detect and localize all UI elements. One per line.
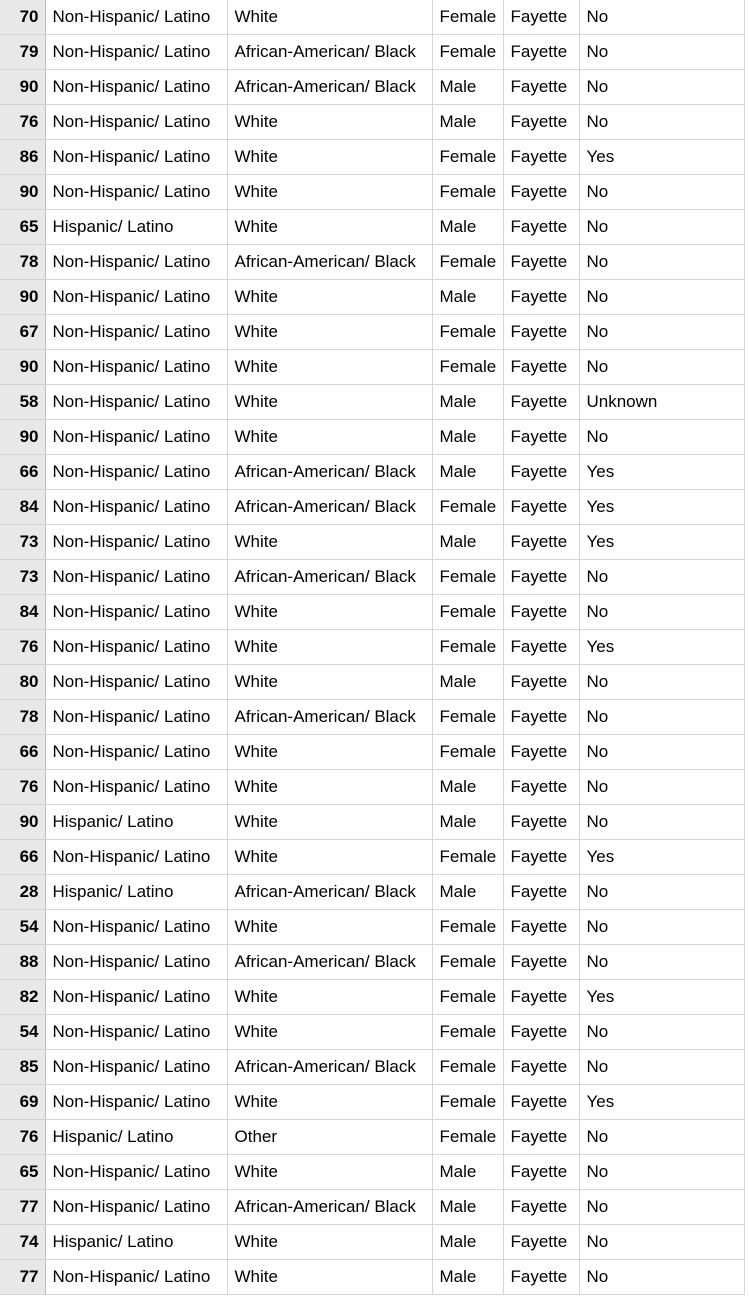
ethnicity-cell[interactable]: Non-Hispanic/ Latino [45,525,227,560]
ethnicity-cell[interactable]: Non-Hispanic/ Latino [45,770,227,805]
row-header[interactable]: 82 [0,980,45,1015]
flag-cell[interactable]: Yes [579,140,744,175]
ethnicity-cell[interactable]: Non-Hispanic/ Latino [45,840,227,875]
flag-cell[interactable]: No [579,175,744,210]
county-cell[interactable]: Fayette [503,0,579,35]
table-row [0,595,744,630]
race-cell[interactable]: White [227,735,432,770]
flag-cell[interactable]: No [579,245,744,280]
sex-cell[interactable]: Female [432,595,503,630]
race-cell[interactable]: African-American/ Black [227,245,432,280]
table-row [0,455,744,490]
table-row [0,560,744,595]
sex-cell[interactable]: Female [432,245,503,280]
row-header[interactable]: 90 [0,175,45,210]
ethnicity-cell[interactable]: Non-Hispanic/ Latino [45,70,227,105]
sex-cell[interactable]: Female [432,980,503,1015]
ethnicity-cell[interactable]: Non-Hispanic/ Latino [45,105,227,140]
flag-cell[interactable]: No [579,1050,744,1085]
race-cell[interactable]: White [227,630,432,665]
flag-cell[interactable]: No [579,350,744,385]
row-header[interactable]: 77 [0,1260,45,1295]
ethnicity-cell[interactable]: Non-Hispanic/ Latino [45,665,227,700]
race-cell[interactable]: Other [227,1120,432,1155]
flag-cell[interactable]: No [579,735,744,770]
sex-cell[interactable]: Male [432,770,503,805]
sex-cell[interactable]: Male [432,210,503,245]
ethnicity-cell[interactable]: Non-Hispanic/ Latino [45,560,227,595]
sex-cell[interactable]: Female [432,1085,503,1120]
row-header[interactable]: 90 [0,805,45,840]
sex-cell[interactable]: Female [432,175,503,210]
table-row [0,280,744,315]
flag-cell[interactable]: No [579,1015,744,1050]
county-cell[interactable]: Fayette [503,630,579,665]
ethnicity-cell[interactable]: Non-Hispanic/ Latino [45,1260,227,1295]
county-cell[interactable]: Fayette [503,385,579,420]
flag-cell[interactable]: Yes [579,840,744,875]
race-cell[interactable]: White [227,1155,432,1190]
county-cell[interactable]: Fayette [503,560,579,595]
ethnicity-cell[interactable]: Hispanic/ Latino [45,875,227,910]
table-row [0,805,744,840]
race-cell[interactable]: White [227,525,432,560]
table-row [0,980,744,1015]
sex-cell[interactable]: Female [432,35,503,70]
ethnicity-cell[interactable]: Non-Hispanic/ Latino [45,630,227,665]
ethnicity-cell[interactable]: Non-Hispanic/ Latino [45,735,227,770]
row-header[interactable]: 88 [0,945,45,980]
row-header[interactable]: 28 [0,875,45,910]
ethnicity-cell[interactable]: Hispanic/ Latino [45,1120,227,1155]
county-cell[interactable]: Fayette [503,455,579,490]
sex-cell[interactable]: Male [432,420,503,455]
county-cell[interactable]: Fayette [503,280,579,315]
ethnicity-cell[interactable]: Non-Hispanic/ Latino [45,490,227,525]
row-header[interactable]: 84 [0,490,45,525]
table-row [0,350,744,385]
row-header[interactable]: 76 [0,770,45,805]
county-cell[interactable]: Fayette [503,420,579,455]
ethnicity-cell[interactable]: Non-Hispanic/ Latino [45,420,227,455]
sex-cell[interactable]: Female [432,560,503,595]
race-cell[interactable]: White [227,420,432,455]
flag-cell[interactable]: No [579,70,744,105]
flag-cell[interactable]: No [579,0,744,35]
sex-cell[interactable]: Female [432,315,503,350]
race-cell[interactable]: White [227,595,432,630]
flag-cell[interactable]: No [579,280,744,315]
row-header[interactable]: 74 [0,1225,45,1260]
table-row [0,630,744,665]
sex-cell[interactable]: Female [432,1050,503,1085]
race-cell[interactable]: African-American/ Black [227,490,432,525]
row-header[interactable]: 76 [0,1120,45,1155]
sex-cell[interactable]: Male [432,875,503,910]
ethnicity-cell[interactable]: Non-Hispanic/ Latino [45,700,227,735]
sex-cell[interactable]: Male [432,1155,503,1190]
flag-cell[interactable]: No [579,420,744,455]
table-row [0,105,744,140]
ethnicity-cell[interactable]: Hispanic/ Latino [45,805,227,840]
row-header[interactable]: 65 [0,1155,45,1190]
table-row [0,385,744,420]
flag-cell[interactable]: No [579,1190,744,1225]
flag-cell[interactable]: No [579,700,744,735]
ethnicity-cell[interactable]: Non-Hispanic/ Latino [45,140,227,175]
sex-cell[interactable]: Female [432,910,503,945]
county-cell[interactable]: Fayette [503,1050,579,1085]
race-cell[interactable]: White [227,0,432,35]
flag-cell[interactable]: Yes [579,490,744,525]
row-header[interactable]: 90 [0,70,45,105]
sex-cell[interactable]: Female [432,490,503,525]
sex-cell[interactable]: Female [432,630,503,665]
sex-cell[interactable]: Male [432,280,503,315]
ethnicity-cell[interactable]: Non-Hispanic/ Latino [45,1190,227,1225]
flag-cell[interactable]: No [579,805,744,840]
flag-cell[interactable]: Yes [579,455,744,490]
flag-cell[interactable]: No [579,910,744,945]
sex-cell[interactable]: Female [432,700,503,735]
ethnicity-cell[interactable]: Non-Hispanic/ Latino [45,385,227,420]
flag-cell[interactable]: No [579,105,744,140]
race-cell[interactable]: White [227,210,432,245]
sex-cell[interactable]: Female [432,945,503,980]
county-cell[interactable]: Fayette [503,490,579,525]
sex-cell[interactable]: Male [432,385,503,420]
race-cell[interactable]: White [227,770,432,805]
table-row [0,735,744,770]
row-header[interactable]: 66 [0,735,45,770]
table-row [0,245,744,280]
county-cell[interactable]: Fayette [503,1085,579,1120]
sex-cell[interactable]: Male [432,805,503,840]
table-row [0,1155,744,1190]
table-row [0,1225,744,1260]
race-cell[interactable]: White [227,140,432,175]
flag-cell[interactable]: No [579,770,744,805]
row-header[interactable]: 85 [0,1050,45,1085]
race-cell[interactable]: White [227,1015,432,1050]
table-row [0,525,744,560]
flag-cell[interactable]: No [579,560,744,595]
row-header[interactable]: 78 [0,245,45,280]
county-cell[interactable]: Fayette [503,175,579,210]
ethnicity-cell[interactable]: Non-Hispanic/ Latino [45,1155,227,1190]
table-row [0,700,744,735]
county-cell[interactable]: Fayette [503,665,579,700]
flag-cell[interactable]: Yes [579,525,744,560]
flag-cell[interactable]: No [579,595,744,630]
table-row [0,1050,744,1085]
race-cell[interactable]: White [227,350,432,385]
county-cell[interactable]: Fayette [503,1015,579,1050]
flag-cell[interactable]: No [579,35,744,70]
ethnicity-cell[interactable]: Non-Hispanic/ Latino [45,1050,227,1085]
county-cell[interactable]: Fayette [503,35,579,70]
sex-cell[interactable]: Female [432,735,503,770]
sex-cell[interactable]: Male [432,105,503,140]
race-cell[interactable]: African-American/ Black [227,875,432,910]
row-header[interactable]: 73 [0,560,45,595]
table-row [0,35,744,70]
sex-cell[interactable]: Female [432,1120,503,1155]
flag-cell[interactable]: Yes [579,980,744,1015]
row-header[interactable]: 80 [0,665,45,700]
table-row [0,1120,744,1155]
ethnicity-cell[interactable]: Non-Hispanic/ Latino [45,315,227,350]
row-header[interactable]: 69 [0,1085,45,1120]
sex-cell[interactable]: Female [432,840,503,875]
ethnicity-cell[interactable]: Non-Hispanic/ Latino [45,35,227,70]
sex-cell[interactable]: Male [432,1190,503,1225]
flag-cell[interactable]: No [579,1225,744,1260]
race-cell[interactable]: White [227,175,432,210]
county-cell[interactable]: Fayette [503,315,579,350]
table-row [0,945,744,980]
row-header[interactable]: 73 [0,525,45,560]
sex-cell[interactable]: Male [432,70,503,105]
county-cell[interactable]: Fayette [503,1190,579,1225]
flag-cell[interactable]: No [579,1120,744,1155]
flag-cell[interactable]: No [579,1260,744,1295]
row-header[interactable]: 86 [0,140,45,175]
flag-cell[interactable]: No [579,315,744,350]
row-header[interactable]: 54 [0,910,45,945]
table-row [0,0,744,35]
table-row [0,1190,744,1225]
row-header[interactable]: 67 [0,315,45,350]
row-header[interactable]: 76 [0,105,45,140]
table-row [0,420,744,455]
flag-cell[interactable]: No [579,875,744,910]
flag-cell[interactable]: No [579,1155,744,1190]
county-cell[interactable]: Fayette [503,140,579,175]
county-cell[interactable]: Fayette [503,875,579,910]
race-cell[interactable]: White [227,315,432,350]
ethnicity-cell[interactable]: Non-Hispanic/ Latino [45,1015,227,1050]
race-cell[interactable]: African-American/ Black [227,35,432,70]
race-cell[interactable]: African-American/ Black [227,70,432,105]
county-cell[interactable]: Fayette [503,840,579,875]
table-row [0,1085,744,1120]
table-row [0,490,744,525]
county-cell[interactable]: Fayette [503,910,579,945]
ethnicity-cell[interactable]: Non-Hispanic/ Latino [45,0,227,35]
sex-cell[interactable]: Female [432,0,503,35]
row-header[interactable]: 66 [0,840,45,875]
row-header[interactable]: 84 [0,595,45,630]
race-cell[interactable]: African-American/ Black [227,455,432,490]
sex-cell[interactable]: Male [432,455,503,490]
county-cell[interactable]: Fayette [503,735,579,770]
ethnicity-cell[interactable]: Non-Hispanic/ Latino [45,945,227,980]
county-cell[interactable]: Fayette [503,210,579,245]
ethnicity-cell[interactable]: Non-Hispanic/ Latino [45,245,227,280]
row-header[interactable]: 90 [0,350,45,385]
race-cell[interactable]: African-American/ Black [227,560,432,595]
ethnicity-cell[interactable]: Non-Hispanic/ Latino [45,280,227,315]
ethnicity-cell[interactable]: Non-Hispanic/ Latino [45,595,227,630]
table-row [0,1260,744,1295]
county-cell[interactable]: Fayette [503,1155,579,1190]
flag-cell[interactable]: Yes [579,630,744,665]
race-cell[interactable]: White [227,980,432,1015]
table-row [0,910,744,945]
sex-cell[interactable]: Male [432,525,503,560]
table-row [0,840,744,875]
ethnicity-cell[interactable]: Hispanic/ Latino [45,210,227,245]
row-header[interactable]: 90 [0,420,45,455]
race-cell[interactable]: White [227,385,432,420]
county-cell[interactable]: Fayette [503,245,579,280]
table-row [0,70,744,105]
race-cell[interactable]: White [227,1225,432,1260]
race-cell[interactable]: African-American/ Black [227,700,432,735]
table-row [0,175,744,210]
row-header[interactable]: 70 [0,0,45,35]
table-row [0,1015,744,1050]
table-row [0,875,744,910]
sex-cell[interactable]: Male [432,665,503,700]
flag-cell[interactable]: Yes [579,1085,744,1120]
row-header[interactable]: 58 [0,385,45,420]
race-cell[interactable]: White [227,840,432,875]
county-cell[interactable]: Fayette [503,525,579,560]
county-cell[interactable]: Fayette [503,945,579,980]
row-header[interactable]: 65 [0,210,45,245]
ethnicity-cell[interactable]: Non-Hispanic/ Latino [45,910,227,945]
county-cell[interactable]: Fayette [503,1120,579,1155]
race-cell[interactable]: White [227,805,432,840]
county-cell[interactable]: Fayette [503,1260,579,1295]
race-cell[interactable]: White [227,910,432,945]
row-header[interactable]: 79 [0,35,45,70]
table-row [0,665,744,700]
county-cell[interactable]: Fayette [503,70,579,105]
row-header[interactable]: 78 [0,700,45,735]
race-cell[interactable]: White [227,105,432,140]
county-cell[interactable]: Fayette [503,350,579,385]
race-cell[interactable]: African-American/ Black [227,945,432,980]
row-header[interactable]: 90 [0,280,45,315]
county-cell[interactable]: Fayette [503,595,579,630]
race-cell[interactable]: White [227,1085,432,1120]
flag-cell[interactable]: No [579,945,744,980]
table-row [0,315,744,350]
race-cell[interactable]: White [227,280,432,315]
row-header[interactable]: 77 [0,1190,45,1225]
county-cell[interactable]: Fayette [503,105,579,140]
table-row [0,770,744,805]
flag-cell[interactable]: Unknown [579,385,744,420]
race-cell[interactable]: African-American/ Black [227,1050,432,1085]
table-row [0,140,744,175]
ethnicity-cell[interactable]: Non-Hispanic/ Latino [45,350,227,385]
table-row [0,210,744,245]
row-header[interactable]: 54 [0,1015,45,1050]
ethnicity-cell[interactable]: Non-Hispanic/ Latino [45,980,227,1015]
sex-cell[interactable]: Female [432,140,503,175]
sex-cell[interactable]: Female [432,350,503,385]
sex-cell[interactable]: Female [432,1015,503,1050]
race-cell[interactable]: African-American/ Black [227,1190,432,1225]
race-cell[interactable]: White [227,665,432,700]
race-cell[interactable]: White [227,1260,432,1295]
sex-cell[interactable]: Male [432,1260,503,1295]
flag-cell[interactable]: No [579,665,744,700]
row-header[interactable]: 66 [0,455,45,490]
county-cell[interactable]: Fayette [503,980,579,1015]
ethnicity-cell[interactable]: Non-Hispanic/ Latino [45,1085,227,1120]
ethnicity-cell[interactable]: Non-Hispanic/ Latino [45,455,227,490]
sex-cell[interactable]: Male [432,1225,503,1260]
county-cell[interactable]: Fayette [503,700,579,735]
ethnicity-cell[interactable]: Hispanic/ Latino [45,1225,227,1260]
county-cell[interactable]: Fayette [503,1225,579,1260]
county-cell[interactable]: Fayette [503,770,579,805]
row-header[interactable]: 76 [0,630,45,665]
flag-cell[interactable]: No [579,210,744,245]
ethnicity-cell[interactable]: Non-Hispanic/ Latino [45,175,227,210]
county-cell[interactable]: Fayette [503,805,579,840]
